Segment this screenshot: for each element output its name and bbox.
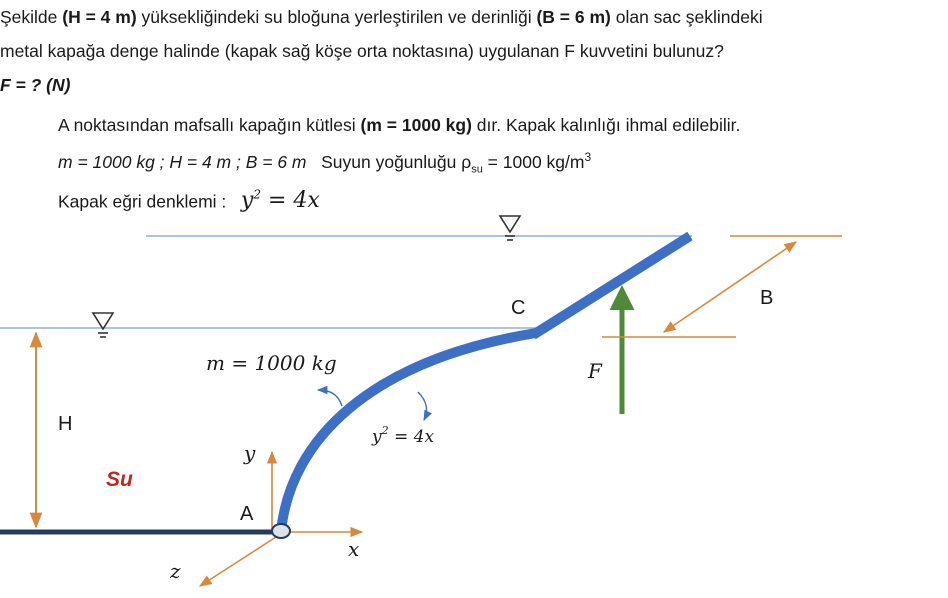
mass-pointer-arrow	[318, 390, 342, 406]
line1-post: olan sac şeklindeki	[610, 7, 763, 27]
label-f: F	[588, 359, 602, 383]
label-c: C	[511, 297, 526, 319]
axis-z-label: z	[170, 559, 181, 583]
curve-label: Kapak eğri denklemi :	[58, 191, 227, 212]
curve-pointer-arrow	[418, 392, 426, 420]
line1-mid: yüksekliğindeki su bloğuna yerleştirilen ve derinliği	[136, 7, 537, 27]
gate-straight	[533, 236, 690, 335]
curve-eq-exp: 2	[253, 188, 261, 202]
label-curve-base: y	[372, 427, 382, 447]
curve-eq-base: y	[240, 188, 254, 214]
line4-m: (m = 1000 kg)	[360, 115, 472, 135]
hinge-a	[272, 524, 290, 538]
label-mass: m = 1000 kg	[206, 351, 337, 375]
axis-y-label: y	[244, 441, 256, 465]
density-sub: su	[471, 163, 483, 176]
line4-post: dır. Kapak kalınlığı ihmal edilebilir.	[471, 115, 741, 135]
line1-h: (H = 4 m)	[62, 7, 137, 27]
density-exp: 3	[584, 150, 592, 164]
line1-pre: Şekilde	[0, 7, 63, 27]
density-label: Suyun yoğunluğu ρ	[321, 151, 472, 172]
water-level-symbol-lower	[93, 313, 113, 337]
axis-x-label: x	[348, 537, 360, 561]
question: F = ? (N)	[0, 75, 71, 95]
z-axis	[200, 537, 276, 586]
label-curve-exp: 2	[381, 424, 389, 437]
line1-b: (B = 6 m)	[536, 7, 611, 27]
givens: m = 1000 kg ; H = 4 m ; B = 6 m	[58, 151, 307, 172]
label-curve-rest: = 4x	[388, 427, 435, 447]
b-dimension-arrow	[664, 242, 796, 332]
label-curve-eq	[371, 424, 434, 447]
label-a: A	[240, 503, 254, 525]
label-h: H	[58, 413, 73, 435]
density-value: = 1000 kg/m	[482, 151, 585, 172]
label-b: B	[760, 287, 774, 309]
line4-pre: A noktasından mafsallı kapağın kütlesi	[58, 115, 361, 135]
problem-line-2: metal kapağa denge halinde (kapak sağ köşe orta noktasına) uygulanan F kuvvetini bulunuz?	[0, 41, 724, 61]
curve-eq-rest: = 4x	[260, 188, 320, 214]
label-su: Su	[106, 468, 133, 491]
